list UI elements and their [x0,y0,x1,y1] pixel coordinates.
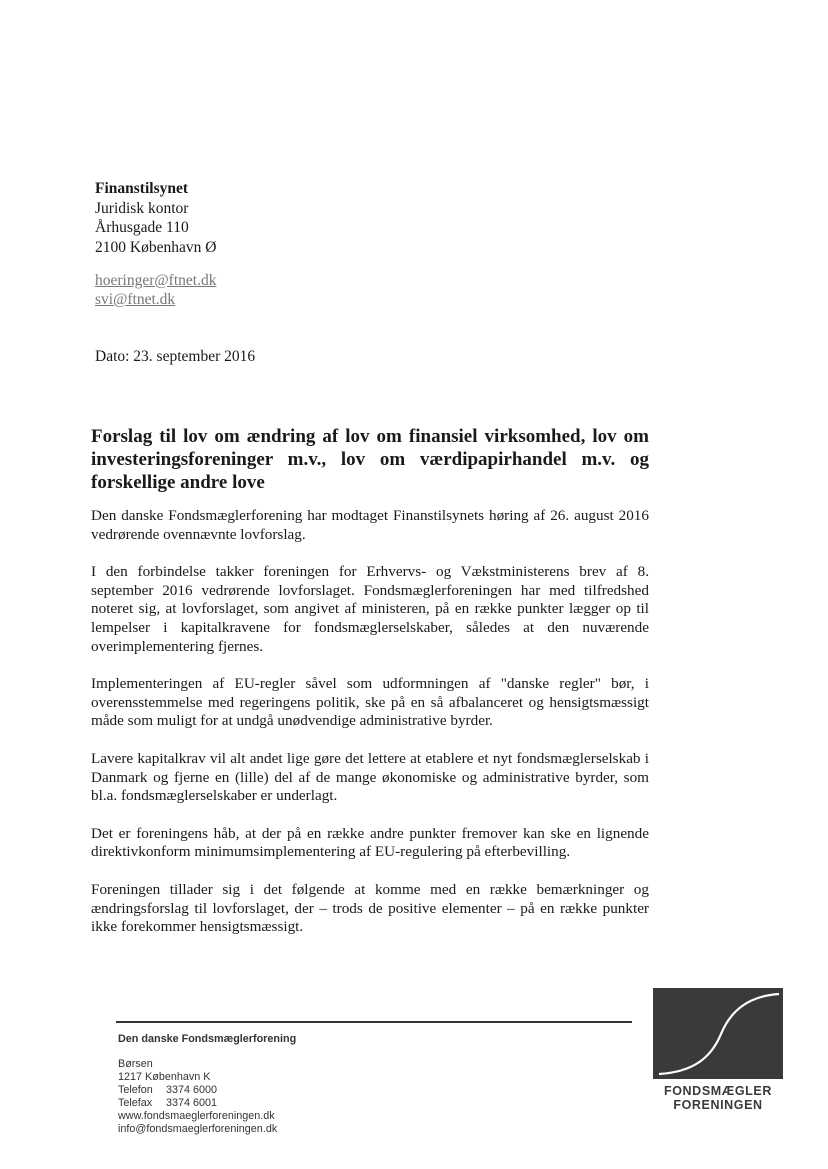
logo-line-2: FORENINGEN [673,1098,763,1112]
footer-email: info@fondsmaeglerforeningen.dk [118,1123,278,1135]
recipient-department: Juridisk kontor [95,199,189,217]
logo [653,988,783,1112]
logo-curve-icon [653,988,783,1079]
paragraph: Foreningen tillader sig i det følgende at komme med en række bemærkninger og ændringsforslag til lovforslaget, der – trods de positive elementer – på en række punkter ikke forekommer hensigtsmæssigt. [91,880,649,936]
footer-phone-row [118,1084,296,1097]
fax-number: 3374 6001 [166,1097,218,1109]
email-list [95,271,216,309]
footer-fax-row [118,1097,296,1110]
email-link-svi[interactable]: svi@ftnet.dk [95,291,176,308]
email-link-hoeringer[interactable]: hoeringer@ftnet.dk [95,272,217,289]
paragraph: Lavere kapitalkrav vil alt andet lige gøre det lettere at etablere et nyt fondsmæglerselskab i Danmark og fjerne en (lille) del af de mange økonomiske og administrative byrder, som bl.a. fondsmæglerselskaber er underlagt. [91,749,649,805]
paragraph: I den forbindelse takker foreningen for Erhvervs- og Vækstministerens brev af 8. september 2016 vedrørende lovforslaget. Fondsmæglerforeningen har med tilfredshed noteret sig, at lovforslaget, som angivet af ministeren, på en række punkter lægger op til lempelser i kapitalkravene for fondsmæglerselskaber, således at den nuværende overimplementering fjernes. [91,563,649,655]
paragraph: Den danske Fondsmæglerforening har modtaget Finanstilsynets høring af 26. august 2016 vedrørende ovennævnte lovforslag. [91,507,649,543]
recipient-name: Finanstilsynet [95,180,189,197]
footer-website: www.fondsmaeglerforeningen.dk [118,1110,275,1122]
fax-label: Telefax [118,1097,153,1109]
recipient-street: Århusgade 110 [95,219,189,236]
logo-wordmark [653,1084,783,1112]
letter-title: Forslag til lov om ændring af lov om finansiel virksomhed, lov om investeringsforeninger m.v., lov om værdipapirhandel m.v. og forskellige andre love [91,426,649,493]
paragraph: Det er foreningens håb, at der på en række andre punkter fremover kan ske en lignende direktivkonform minimumsimplementering af EU-regulering på efterbevilling. [91,824,649,861]
footer [118,1033,296,1136]
logo-mark [653,988,783,1079]
letter-date: Dato: 23. september 2016 [95,348,256,365]
phone-number: 3374 6000 [166,1084,218,1096]
footer-address-line: Børsen [118,1058,153,1070]
logo-line-1: FONDSMÆGLER [664,1084,772,1098]
footer-org-name: Den danske Fondsmæglerforening [118,1033,297,1045]
recipient-city: 2100 København Ø [95,238,217,256]
phone-label: Telefon [118,1084,153,1096]
recipient-address [95,179,216,257]
footer-address-line: 1217 København K [118,1071,211,1083]
paragraph: Implementeringen af EU-regler såvel som udformningen af "danske regler" bør, i overensstemmelse med regeringens politik, ske på en så afbalanceret og hensigtsmæssigt måde som muligt for at undgå unødvendige administrative byrder. [91,675,649,730]
letter-body [91,507,649,956]
footer-divider [116,1021,632,1023]
